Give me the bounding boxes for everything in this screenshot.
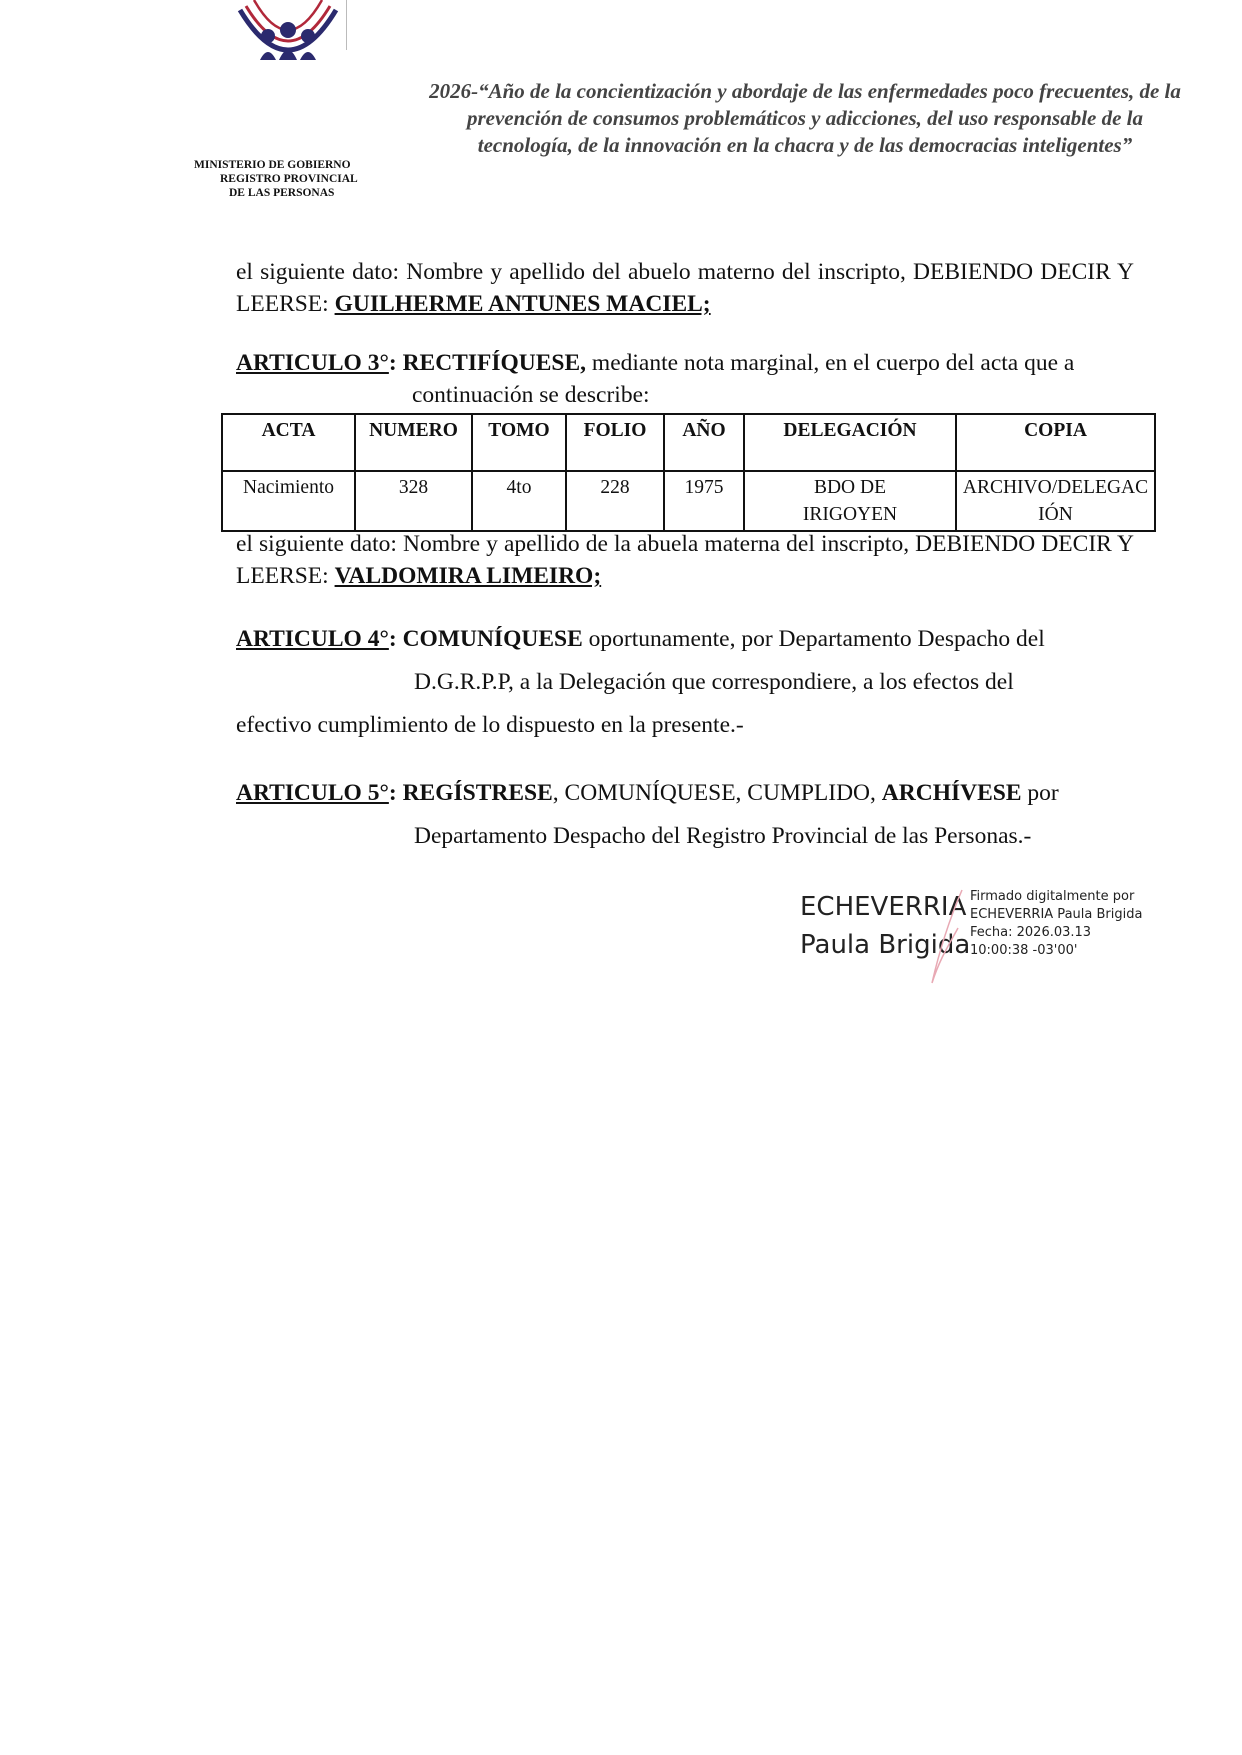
article-text: oportunamente, por Departamento Despacho del	[582, 626, 1045, 652]
signature-meta-line: ECHEVERRIA Paula Brigida	[970, 907, 1143, 922]
article-label: ARTICULO 5°	[236, 780, 389, 806]
article-4	[236, 618, 1134, 747]
year-motto	[420, 78, 1190, 159]
article-continuation: continuación se describe:	[412, 382, 650, 408]
article-verb-2: ARCHÍVESE	[881, 780, 1022, 806]
article-label: ARTICULO 4°	[236, 626, 389, 652]
motto-line: 2026-“Año de la concientización y abordaje de las enfermedades poco frecuentes, de la	[429, 79, 1181, 103]
article-continuation: D.G.R.P.P, a la Delegación que correspondiere, a los efectos del	[414, 669, 1014, 695]
motto-line: tecnología, de la innovación en la chacra y de las democracias inteligentes”	[477, 133, 1133, 157]
ministry-logo	[232, 0, 344, 72]
article-5	[236, 772, 1134, 858]
signature-metadata	[970, 888, 1142, 960]
ministry-block	[194, 158, 358, 200]
article-colon: :	[388, 780, 397, 806]
registry-line-2: DE LAS PERSONAS	[229, 187, 335, 199]
article-colon: :	[388, 626, 397, 652]
paragraph-text: el siguiente dato: Nombre y apellido de la abuela materna del inscripto, DEBIENDO DECIR Y LEERSE:	[236, 531, 1134, 589]
cell-folio: 228	[566, 471, 664, 531]
signature-date: Fecha: 2026.03.13	[970, 925, 1092, 940]
cell-tomo: 4to	[472, 471, 566, 531]
ministry-line: MINISTERIO DE GOBIERNO	[194, 159, 351, 171]
header-numero: NUMERO	[355, 414, 472, 471]
signer-given-names: Paula Brigida	[800, 930, 971, 960]
table-row	[222, 471, 1155, 531]
header-copia: COPIA	[956, 414, 1155, 471]
article-last-line: efectivo cumplimiento de lo dispuesto en la presente.-	[236, 712, 744, 738]
article-verb: COMUNÍQUESE	[402, 626, 583, 652]
registry-line: REGISTRO PROVINCIAL	[220, 173, 358, 185]
article-verb: REGÍSTRESE	[402, 780, 553, 806]
article-text: , COMUNÍQUESE, CUMPLIDO,	[552, 780, 882, 806]
cell-delegacion: BDO DE IRIGOYEN	[744, 471, 956, 531]
header-acta: ACTA	[222, 414, 355, 471]
header-divider	[346, 0, 347, 50]
header-anio: AÑO	[664, 414, 744, 471]
table-header-row	[222, 414, 1155, 471]
header-delegacion: DELEGACIÓN	[744, 414, 956, 471]
cell-copia: ARCHIVO/DELEGACIÓN	[956, 471, 1155, 531]
article-colon: :	[388, 350, 397, 376]
digital-signature	[800, 888, 1143, 988]
header-tomo: TOMO	[472, 414, 566, 471]
signer-surname: ECHEVERRIA	[800, 892, 967, 922]
article-3	[236, 347, 1134, 411]
grandfather-name: GUILHERME ANTUNES MACIEL;	[334, 291, 711, 317]
cell-numero: 328	[355, 471, 472, 531]
paragraph-grandmother	[236, 528, 1134, 592]
signature-meta-line: Firmado digitalmente por	[970, 889, 1135, 904]
article-continuation: Departamento Despacho del Registro Provincial de las Personas.-	[414, 823, 1032, 849]
signature-time: 10:00:38 -03'00'	[970, 943, 1078, 958]
article-text: mediante nota marginal, en el cuerpo del acta que a	[586, 350, 1075, 376]
article-label: ARTICULO 3°	[236, 350, 389, 376]
signature-flourish-icon	[920, 888, 970, 988]
header-folio: FOLIO	[566, 414, 664, 471]
motto-line: prevención de consumos problemáticos y adicciones, del uso responsable de la	[466, 106, 1144, 130]
cell-acta: Nacimiento	[222, 471, 355, 531]
acta-table	[221, 413, 1156, 532]
article-text-2: por	[1021, 780, 1059, 806]
paragraph-grandfather	[236, 256, 1134, 320]
paragraph-text: el siguiente dato: Nombre y apellido del abuelo materno del inscripto, DEBIENDO DECIR Y LEERSE:	[236, 259, 1134, 317]
grandmother-name: VALDOMIRA LIMEIRO;	[334, 563, 602, 589]
article-verb: RECTIFÍQUESE,	[402, 350, 587, 376]
cell-anio: 1975	[664, 471, 744, 531]
